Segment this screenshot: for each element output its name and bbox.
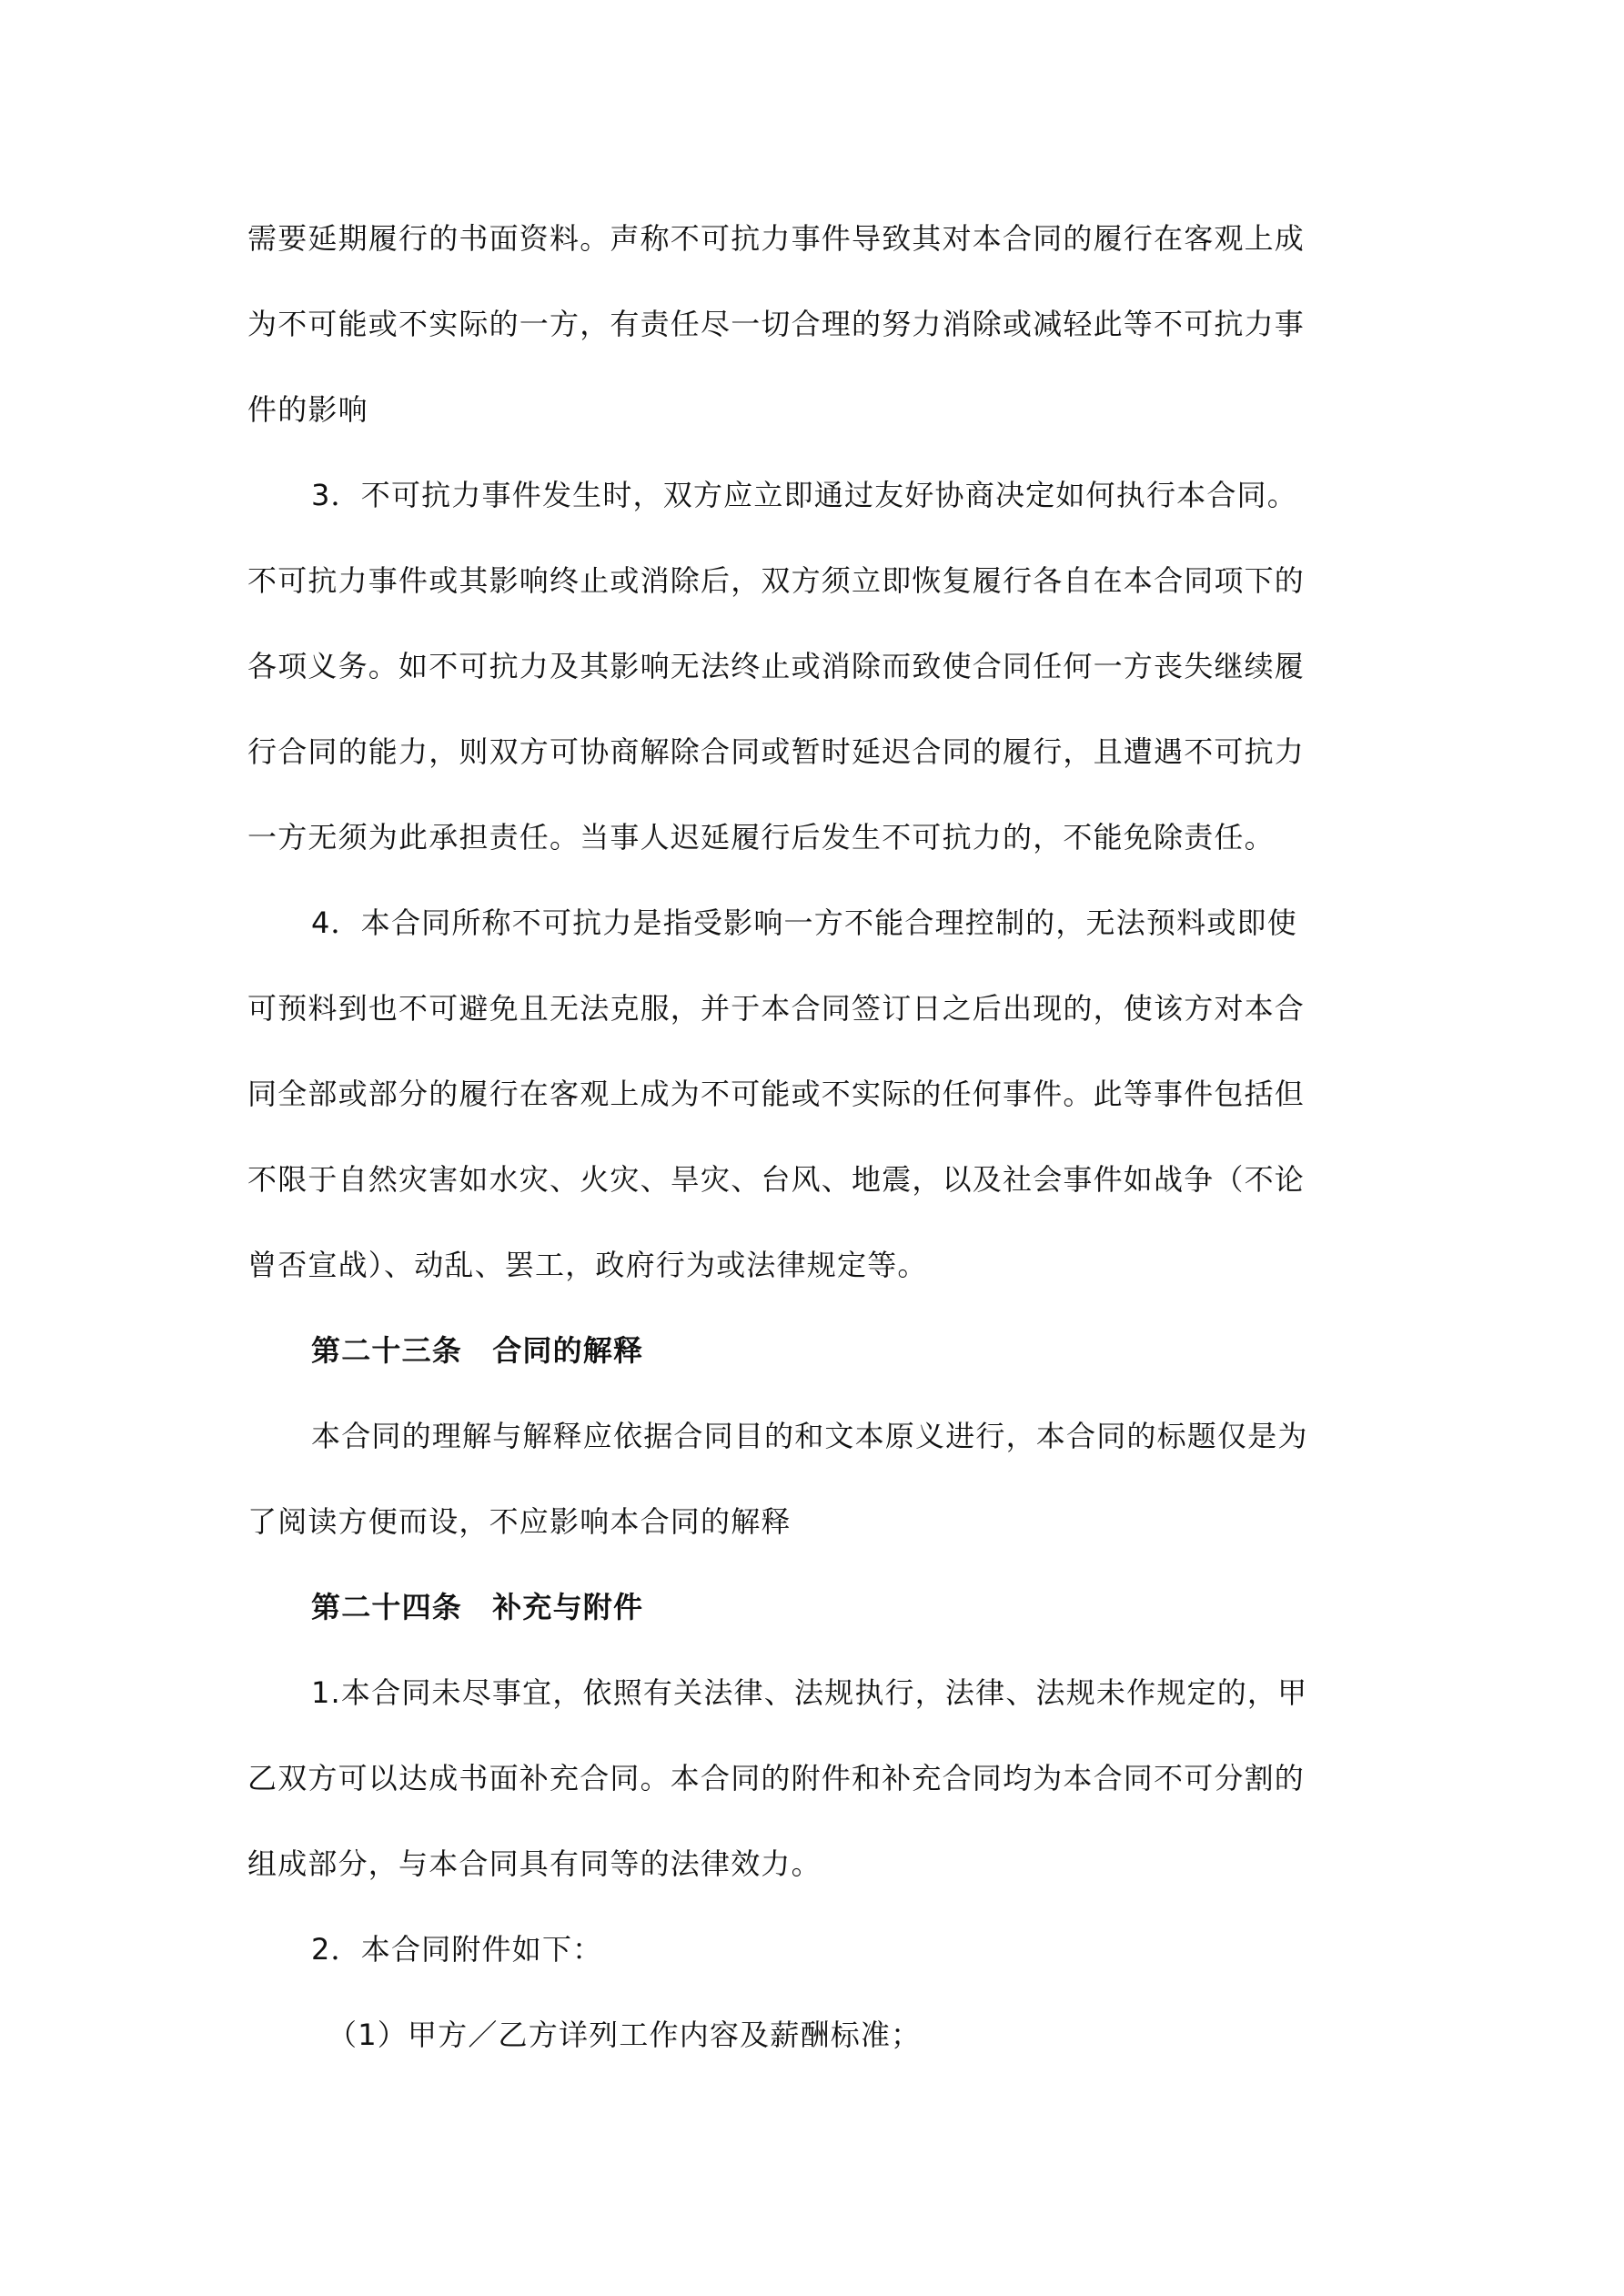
paragraph-line: 1.本合同未尽事宜，依照有关法律、法规执行，法律、法规未作规定的，甲 [311, 1675, 1308, 1710]
paragraph-line: 需要延期履行的书面资料。声称不可抗力事件导致其对本合同的履行在客观上成 [247, 221, 1306, 256]
paragraph-line: 一方无须为此承担责任。当事人迟延履行后发生不可抗力的，不能免除责任。 [247, 820, 1275, 855]
paragraph-line: 为不可能或不实际的一方，有责任尽一切合理的努力消除或减轻此等不可抗力事 [247, 307, 1306, 341]
paragraph-line: 不可抗力事件或其影响终止或消除后，双方须立即恢复履行各自在本合同项下的 [247, 563, 1306, 598]
paragraph-line: 曾否宣战）、动乱、罢工，政府行为或法律规定等。 [247, 1248, 928, 1282]
article-23-heading: 第二十三条 合同的解释 [311, 1333, 644, 1368]
paragraph-line: 可预料到也不可避免且无法克服，并于本合同签订日之后出现的，使该方对本合 [247, 991, 1306, 1026]
paragraph-line: 同全部或部分的履行在客观上成为不可能或不实际的任何事件。此等事件包括但 [247, 1077, 1306, 1111]
paragraph-line: 本合同的理解与解释应依据合同目的和文本原义进行，本合同的标题仅是为 [311, 1419, 1308, 1453]
paragraph-line: 了阅读方便而设，不应影响本合同的解释 [247, 1504, 792, 1539]
paragraph-line: 4．本合同所称不可抗力是指受影响一方不能合理控制的，无法预料或即使 [311, 905, 1297, 940]
paragraph-line: 行合同的能力，则双方可协商解除合同或暂时延迟合同的履行，且遭遇不可抗力 [247, 734, 1306, 769]
paragraph-line: 乙双方可以达成书面补充合同。本合同的附件和补充合同均为本合同不可分割的 [247, 1761, 1306, 1795]
attachment-list-item: （1）甲方／乙方详列工作内容及薪酬标准； [328, 2018, 922, 2052]
paragraph-line: 各项义务。如不可抗力及其影响无法终止或消除而致使合同任何一方丧失继续履 [247, 649, 1306, 683]
paragraph-line: 件的影响 [247, 392, 368, 427]
paragraph-line: 组成部分，与本合同具有同等的法律效力。 [247, 1846, 822, 1881]
paragraph-line: 不限于自然灾害如水灾、火灾、旱灾、台风、地震，以及社会事件如战争（不论 [247, 1162, 1306, 1197]
article-24-heading: 第二十四条 补充与附件 [311, 1590, 644, 1624]
paragraph-line: 2．本合同附件如下： [311, 1932, 603, 1967]
paragraph-line: 3．不可抗力事件发生时，双方应立即通过友好协商决定如何执行本合同。 [311, 478, 1297, 512]
